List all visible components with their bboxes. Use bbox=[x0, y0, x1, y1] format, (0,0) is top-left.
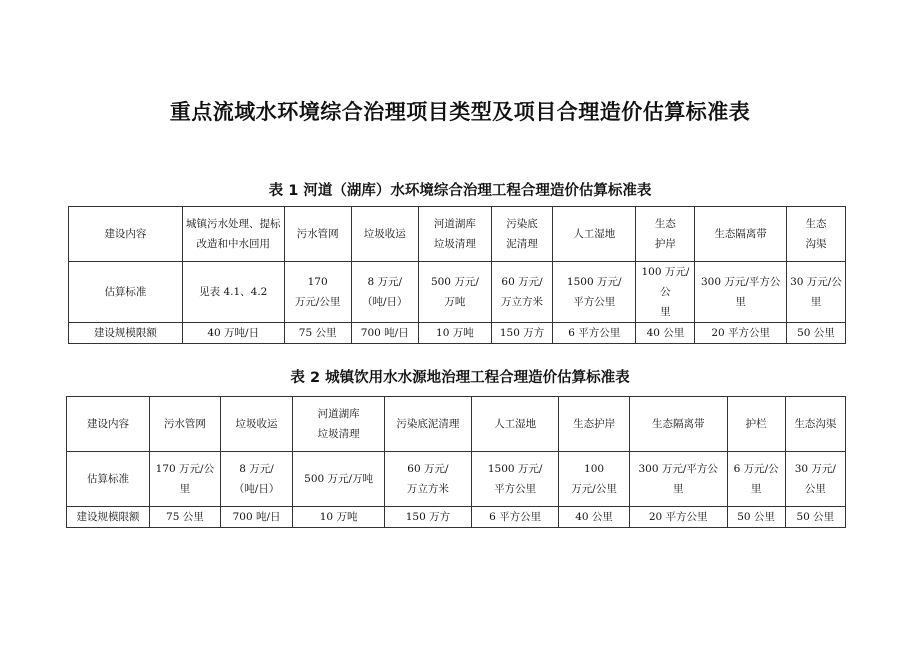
table-cell: 50 公里 bbox=[785, 507, 845, 528]
table-cell: 60 万元/ 万立方米 bbox=[384, 452, 471, 507]
table-row bbox=[69, 207, 846, 262]
table-row bbox=[67, 507, 846, 528]
table-cell: 护栏 bbox=[727, 397, 785, 452]
table-cell: 1500 万元/ 平方公里 bbox=[472, 452, 559, 507]
table-cell: 40 公里 bbox=[636, 323, 695, 344]
table-cell: 6 平方公里 bbox=[553, 323, 636, 344]
table-cell: 城镇污水处理、提标 改造和中水回用 bbox=[182, 207, 284, 262]
table-cell: 见表 4.1、4.2 bbox=[182, 262, 284, 323]
table-cell: 50 公里 bbox=[727, 507, 785, 528]
table-cell: 8 万元/ （吨/日） bbox=[351, 262, 418, 323]
table-cell: 河道湖库 垃圾清理 bbox=[293, 397, 384, 452]
table-cell: 6 万元/公里 bbox=[727, 452, 785, 507]
table-row bbox=[69, 323, 846, 344]
table-cell: 30 万元/ 公里 bbox=[785, 452, 845, 507]
table-cell: 50 公里 bbox=[786, 323, 845, 344]
table-cell: 生态隔离带 bbox=[695, 207, 787, 262]
table-cell: 700 吨/日 bbox=[220, 507, 293, 528]
table2-caption: 表 2 城镇饮用水水源地治理工程合理造价估算标准表 bbox=[290, 370, 630, 386]
table1-caption: 表 1 河道（湖库）水环境综合治理工程合理造价估算标准表 bbox=[268, 183, 652, 199]
table-cell: 河道湖库 垃圾清理 bbox=[418, 207, 491, 262]
table-cell: 75 公里 bbox=[284, 323, 351, 344]
table-cell: 1500 万元/ 平方公里 bbox=[553, 262, 636, 323]
table-cell: 8 万元/ （吨/日） bbox=[220, 452, 293, 507]
table-cell: 生态沟渠 bbox=[785, 397, 845, 452]
table-cell: 20 平方公里 bbox=[695, 323, 787, 344]
table-cell: 60 万元/ 万立方米 bbox=[492, 262, 553, 323]
table-cell: 人工湿地 bbox=[472, 397, 559, 452]
table-cell: 污染底泥清理 bbox=[384, 397, 471, 452]
table-cell: 生态护岸 bbox=[559, 397, 630, 452]
table-cell: 500 万元/ 万吨 bbox=[418, 262, 491, 323]
table-cell: 20 平方公里 bbox=[629, 507, 727, 528]
table-cell: 150 万方 bbox=[492, 323, 553, 344]
table-cell: 6 平方公里 bbox=[472, 507, 559, 528]
table-cell: 生态 护岸 bbox=[636, 207, 695, 262]
table-cell: 污水管网 bbox=[284, 207, 351, 262]
table-cell: 10 万吨 bbox=[418, 323, 491, 344]
table-row bbox=[69, 262, 846, 323]
table-cell: 40 公里 bbox=[559, 507, 630, 528]
table-row bbox=[67, 452, 846, 507]
page-title: 重点流域水环境综合治理项目类型及项目合理造价估算标准表 bbox=[169, 100, 751, 124]
table-cell: 100 万元/公 里 bbox=[636, 262, 695, 323]
row-header-cell: 估算标准 bbox=[67, 452, 150, 507]
table-cell: 垃圾收运 bbox=[351, 207, 418, 262]
table-cell: 100 万元/公里 bbox=[559, 452, 630, 507]
table-row bbox=[67, 397, 846, 452]
table-cell: 生态 沟渠 bbox=[786, 207, 845, 262]
table-cell: 人工湿地 bbox=[553, 207, 636, 262]
table-cell: 10 万吨 bbox=[293, 507, 384, 528]
table-cell: 生态隔离带 bbox=[629, 397, 727, 452]
table-cell: 500 万元/万吨 bbox=[293, 452, 384, 507]
row-header-cell: 建设规模限额 bbox=[69, 323, 183, 344]
table-cell: 污染底 泥清理 bbox=[492, 207, 553, 262]
table-cell: 300 万元/平方公 里 bbox=[695, 262, 787, 323]
table-cell: 170 万元/公里 bbox=[150, 452, 221, 507]
table-cell: 300 万元/平方公 里 bbox=[629, 452, 727, 507]
table-cell: 污水管网 bbox=[150, 397, 221, 452]
table-cell: 170 万元/公里 bbox=[284, 262, 351, 323]
table-cell: 40 万吨/日 bbox=[182, 323, 284, 344]
table-cell: 150 万方 bbox=[384, 507, 471, 528]
table-cell: 700 吨/日 bbox=[351, 323, 418, 344]
table-cell: 30 万元/公里 bbox=[786, 262, 845, 323]
row-header-cell: 建设内容 bbox=[69, 207, 183, 262]
row-header-cell: 建设内容 bbox=[67, 397, 150, 452]
table1 bbox=[68, 206, 846, 344]
table-cell: 75 公里 bbox=[150, 507, 221, 528]
table2 bbox=[66, 396, 846, 528]
table-cell: 垃圾收运 bbox=[220, 397, 293, 452]
row-header-cell: 估算标准 bbox=[69, 262, 183, 323]
row-header-cell: 建设规模限额 bbox=[67, 507, 150, 528]
